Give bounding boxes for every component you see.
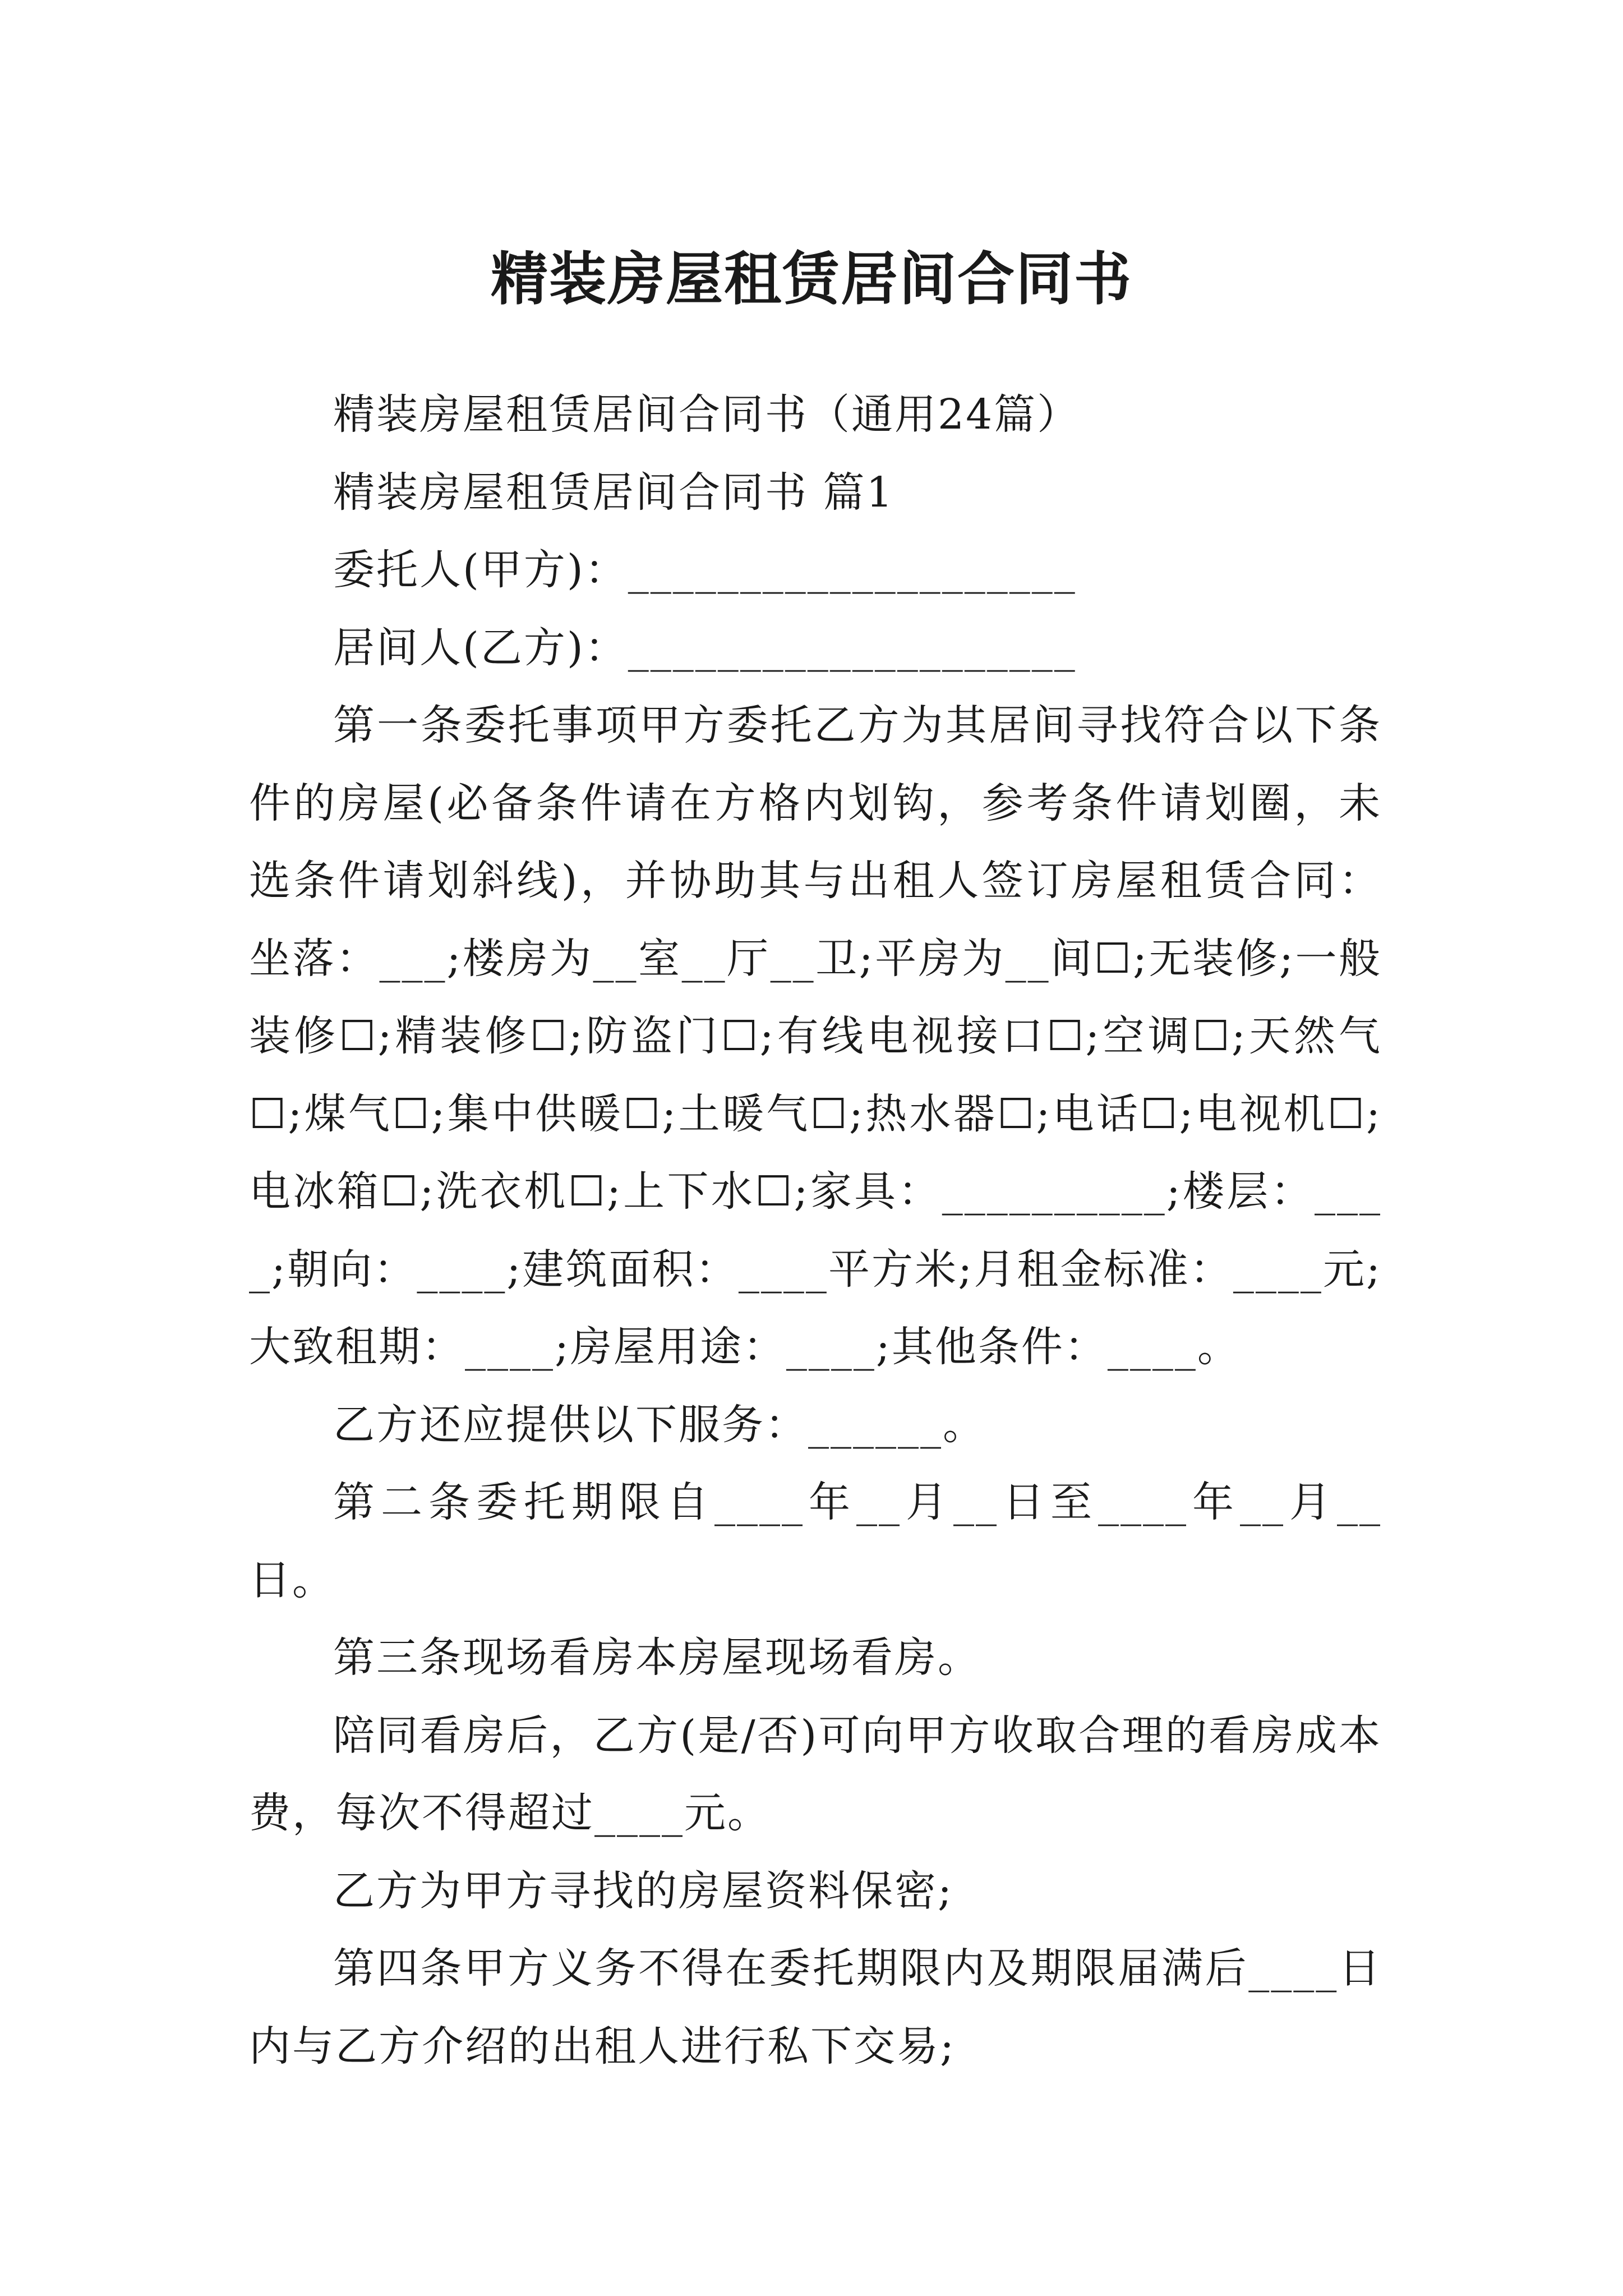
paragraph-article-3: 第三条现场看房本房屋现场看房。 bbox=[333, 1634, 981, 1682]
paragraph-subtitle: 精装房屋租赁居间合同书（通用24篇） bbox=[333, 390, 1081, 439]
document-body bbox=[249, 376, 1382, 2085]
paragraph-article-4: 第四条甲方义务不得在委托期限内及期限届满后____日内与乙方介绍的出租人进行私下交易; bbox=[249, 1944, 1382, 2070]
paragraph-confidentiality: 乙方为甲方寻找的房屋资料保密; bbox=[333, 1866, 953, 1915]
paragraph-additional-services: 乙方还应提供以下服务：______。 bbox=[333, 1400, 986, 1449]
paragraph-article-1: 第一条委托事项甲方委托乙方为其居间寻找符合以下条件的房屋(必备条件请在方格内划钩，参考条件请划圈，未选条件请划斜线)，并协助其与出租人签订房屋租赁合同：坐落：___;楼房为__室__厅__卫;平房为__间☐;无装修;一般装修☐;精装修☐;防盗门☐;有线电视接口☐;空调☐;天然气☐;煤气☐;集中供暖☐;土暖气☐;热水器☐;电话☐;电视机☐;电冰箱☐;洗衣机☐;上下水☐;家具：__________;楼层：____;朝向：____;建筑面积：____平方米;月租金标准：____元;大致租期：____;房屋用途：____;其他条件：____。 bbox=[249, 701, 1382, 1371]
document-title: 精装房屋租赁居间合同书 bbox=[491, 246, 1132, 314]
paragraph-party-b: 居间人(乙方)：____________________ bbox=[333, 623, 1077, 672]
paragraph-viewing-fee: 陪同看房后，乙方(是/否)可向甲方收取合理的看房成本费，每次不得超过____元。 bbox=[249, 1711, 1382, 1837]
paragraph-party-a: 委托人(甲方)：____________________ bbox=[333, 546, 1077, 594]
paragraph-article-2: 第二条委托期限自____年__月__日至____年__月__日。 bbox=[249, 1478, 1382, 1604]
paragraph-chapter-heading: 精装房屋租赁居间合同书 篇1 bbox=[333, 468, 895, 517]
